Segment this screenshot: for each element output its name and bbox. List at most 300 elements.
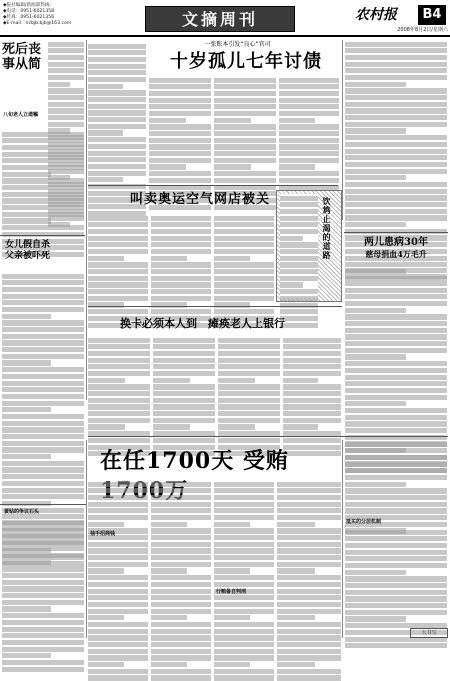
text-line (88, 269, 148, 274)
text-line (277, 589, 341, 594)
text-line (2, 546, 84, 551)
text-line (88, 609, 148, 614)
text-line (283, 371, 341, 376)
text-line (153, 411, 215, 416)
text-line (345, 550, 447, 555)
text-line (279, 91, 339, 96)
text-line (2, 526, 84, 531)
text-line (283, 391, 341, 396)
text-line (2, 314, 51, 319)
text-line (279, 144, 339, 149)
text-line (345, 563, 447, 568)
text-line (214, 522, 250, 527)
text-line (283, 351, 341, 356)
text-line (88, 411, 150, 416)
text-line (151, 495, 211, 500)
text-line (88, 649, 148, 654)
text-line (214, 118, 251, 123)
rule (0, 504, 86, 505)
text-line (48, 95, 84, 100)
text-line (88, 164, 146, 169)
text-line (88, 522, 124, 527)
text-line (2, 401, 84, 406)
text-line (345, 215, 447, 220)
text-line (88, 555, 148, 560)
text-line (345, 576, 447, 581)
text-line (345, 341, 447, 346)
text-line (279, 151, 339, 156)
text-line (88, 90, 146, 95)
text-line (345, 475, 447, 480)
text-line (214, 542, 274, 547)
text-line (280, 256, 318, 261)
text-line (2, 360, 51, 365)
text-line (2, 145, 84, 150)
text-line (153, 344, 215, 349)
text-line (214, 309, 274, 314)
column-rule (86, 40, 87, 400)
text-line (151, 269, 211, 274)
text-line (151, 582, 211, 587)
text-line (345, 583, 447, 588)
text-line (151, 236, 211, 241)
air-body-col3 (214, 214, 274, 304)
text-line (214, 535, 274, 540)
text-line (279, 104, 339, 109)
text-line (2, 586, 84, 591)
text-line (277, 622, 341, 627)
text-line (2, 434, 84, 439)
text-line (280, 296, 318, 301)
text-line (214, 629, 274, 634)
text-line (2, 334, 84, 339)
text-line (279, 178, 339, 183)
text-line (88, 418, 150, 423)
text-line (151, 535, 211, 540)
text-line (345, 468, 447, 473)
text-line (279, 124, 339, 129)
text-line (88, 282, 148, 287)
text-line (279, 111, 339, 116)
text-line (88, 296, 148, 301)
text-line (2, 640, 84, 645)
text-line (48, 102, 84, 107)
text-line (2, 627, 84, 632)
text-line (88, 177, 123, 182)
text-line (345, 202, 447, 207)
text-line (277, 669, 341, 674)
text-line (279, 78, 339, 83)
text-line (345, 556, 447, 561)
text-line (2, 481, 84, 486)
text-line (214, 236, 274, 241)
text-line (48, 122, 84, 127)
text-line (88, 488, 148, 493)
text-line (280, 309, 318, 314)
text-line (88, 344, 150, 349)
left-kicker: 八旬老人立遗嘱 (3, 112, 39, 118)
text-line (214, 282, 274, 287)
text-line (151, 575, 211, 580)
text-line (214, 164, 251, 169)
text-line (88, 242, 148, 247)
text-line (88, 622, 148, 627)
text-line (345, 375, 447, 380)
bottom-left-body (2, 518, 84, 638)
text-line (2, 407, 51, 412)
kidney-headline: 两儿患病30年 (364, 237, 428, 248)
text-line (151, 528, 211, 533)
text-line (345, 508, 447, 513)
text-line (153, 358, 215, 363)
text-line (345, 603, 447, 608)
text-line (2, 600, 84, 605)
text-line (153, 351, 215, 356)
text-line (283, 384, 341, 389)
text-line (151, 522, 187, 527)
text-line (214, 488, 274, 493)
zhang-kicker: 一张账本引发“良心”官司 (204, 41, 271, 48)
text-line (48, 55, 84, 60)
text-line (345, 82, 406, 87)
bank-body-col2 (153, 336, 215, 432)
text-line (88, 438, 150, 443)
text-line (280, 196, 318, 201)
text-line (345, 348, 447, 353)
text-line (283, 364, 341, 369)
section-title-banner (145, 6, 295, 32)
text-line (151, 242, 211, 247)
right-top-body (345, 40, 447, 230)
text-line (88, 151, 146, 156)
text-line (151, 542, 211, 547)
air-body-col2 (151, 214, 211, 304)
text-line (88, 508, 148, 513)
text-line (88, 629, 148, 634)
text-line (277, 488, 341, 493)
text-line (214, 249, 274, 254)
text-line (88, 391, 150, 396)
text-line (345, 62, 447, 67)
text-line (88, 338, 150, 343)
text-line (88, 171, 146, 176)
text-line (2, 441, 84, 446)
text-line (345, 455, 447, 460)
text-line (345, 334, 447, 339)
text-line (151, 649, 211, 654)
text-line (214, 568, 250, 573)
text-line (2, 553, 84, 558)
text-line (218, 384, 280, 389)
text-line (345, 68, 447, 73)
text-line (345, 122, 447, 127)
bottom-right-subhead: 抵买的分居机制 (346, 519, 382, 525)
text-line (214, 91, 276, 96)
contact-line: ◆电话：0951-6021358 (3, 9, 55, 14)
text-line (277, 662, 315, 667)
text-line (345, 314, 447, 319)
text-line (214, 256, 250, 261)
bottom-right-body (345, 528, 447, 626)
text-line (279, 84, 339, 89)
text-line (48, 75, 84, 80)
text-line (2, 158, 84, 163)
contact-line: ◆报社编辑/新闻部热线： (3, 3, 55, 8)
text-line (214, 171, 276, 176)
text-line (280, 282, 303, 287)
gamble-body-col4 (277, 480, 341, 636)
text-line (48, 108, 84, 113)
text-line (88, 50, 146, 55)
text-line (2, 340, 84, 345)
text-line (149, 111, 211, 116)
text-line (218, 424, 255, 429)
text-line (345, 195, 447, 200)
text-line (88, 64, 146, 69)
zhang-body-col4 (279, 76, 339, 182)
air-headline: 叫卖奥运空气网店被关 (129, 192, 270, 207)
text-line (88, 378, 125, 383)
text-line (153, 371, 215, 376)
text-line (345, 408, 447, 413)
text-line (151, 548, 211, 553)
text-line (214, 482, 274, 487)
text-line (88, 398, 150, 403)
text-line (214, 642, 274, 647)
text-line (88, 117, 146, 122)
text-line (88, 589, 148, 594)
text-line (2, 347, 84, 352)
text-line (218, 344, 280, 349)
text-line (153, 438, 215, 443)
text-line (345, 75, 447, 80)
text-line (279, 158, 339, 163)
text-line (214, 242, 274, 247)
footer-tag-box (410, 628, 448, 638)
kidney-headline-block (346, 236, 446, 264)
text-line (151, 508, 211, 513)
kidney-subhead: 慈母捐血4万毛升 (365, 249, 427, 259)
text-line (214, 555, 274, 560)
text-line (277, 568, 315, 573)
masthead-rule (0, 35, 450, 37)
text-line (345, 308, 406, 313)
text-line (214, 78, 276, 83)
text-line (2, 633, 84, 638)
text-line (2, 381, 84, 386)
text-line (345, 415, 447, 420)
text-line (151, 222, 211, 227)
text-line (214, 502, 274, 507)
text-line (283, 438, 341, 443)
text-line (2, 327, 84, 332)
text-line (345, 442, 447, 447)
text-line (277, 675, 341, 680)
text-line (214, 229, 274, 234)
text-line (345, 321, 447, 326)
text-line (283, 398, 341, 403)
text-line (2, 394, 84, 399)
text-line (277, 508, 341, 513)
text-line (345, 55, 447, 60)
text-line (88, 662, 124, 667)
text-line (151, 622, 211, 627)
text-line (345, 502, 447, 507)
text-line (218, 378, 255, 383)
text-line (151, 249, 211, 254)
text-line (280, 269, 318, 274)
text-line (218, 404, 280, 409)
text-line (214, 158, 276, 163)
text-line (151, 515, 211, 520)
text-line (345, 395, 447, 400)
zhang-body-col3 (214, 76, 276, 182)
bank-body-col3 (218, 336, 280, 432)
text-line (149, 164, 186, 169)
text-line (88, 582, 148, 587)
text-line (2, 620, 84, 625)
text-line (151, 229, 211, 234)
text-line (149, 171, 211, 176)
text-line (279, 171, 339, 176)
text-line (151, 555, 211, 560)
text-line (214, 575, 274, 580)
text-line (214, 662, 250, 667)
text-line (345, 536, 447, 541)
text-line (151, 256, 187, 261)
text-line (214, 615, 250, 620)
text-line (280, 209, 318, 214)
side-story-box (276, 190, 342, 302)
gamble-subhead-1: 抽手招商钱 (90, 531, 116, 537)
gamble-subhead-2: 行贿备自判刑 (216, 589, 247, 595)
text-line (345, 149, 447, 154)
text-line (151, 276, 211, 281)
text-line (277, 635, 341, 640)
text-line (214, 269, 274, 274)
text-line (283, 418, 341, 423)
text-line (153, 398, 215, 403)
text-line (214, 655, 274, 660)
text-line (48, 115, 84, 120)
date-line: 2008年8月2日/星期六 (397, 27, 448, 33)
text-line (151, 562, 211, 567)
text-line (280, 216, 318, 221)
text-line (214, 178, 276, 183)
text-line (283, 358, 341, 363)
text-line (277, 575, 341, 580)
text-line (2, 138, 84, 143)
text-line (88, 229, 148, 234)
text-line (88, 615, 124, 620)
text-line (88, 216, 148, 221)
text-line (345, 301, 447, 306)
text-line (280, 276, 318, 281)
text-line (218, 391, 280, 396)
text-line (88, 515, 148, 520)
left-headline: 死后丧事从简 (2, 42, 42, 72)
text-line (2, 421, 84, 426)
text-line (218, 364, 280, 369)
text-line (277, 629, 341, 634)
text-line (149, 138, 211, 143)
text-line (2, 152, 84, 157)
text-line (277, 602, 341, 607)
text-line (283, 378, 318, 383)
text-line (277, 528, 341, 533)
text-line (345, 209, 447, 214)
text-line (2, 533, 84, 538)
text-line (277, 615, 315, 620)
text-line (345, 95, 447, 100)
text-line (345, 142, 447, 147)
zhang-headline: 十岁孤儿七年讨债 (170, 51, 322, 72)
text-line (153, 391, 215, 396)
text-line (345, 428, 447, 433)
text-line (88, 562, 148, 567)
text-line (277, 555, 341, 560)
text-line (151, 602, 211, 607)
rule (88, 436, 448, 437)
text-line (151, 309, 211, 314)
text-line (345, 42, 447, 47)
text-line (345, 482, 406, 487)
text-line (345, 596, 447, 601)
text-line (345, 135, 447, 140)
text-line (88, 595, 148, 600)
text-line (88, 249, 148, 254)
text-line (345, 268, 447, 273)
text-line (153, 364, 215, 369)
text-line (2, 178, 84, 183)
text-line (2, 172, 51, 177)
left-body-2 (2, 130, 84, 230)
text-line (88, 548, 148, 553)
text-line (2, 566, 84, 571)
text-line (149, 118, 186, 123)
text-line (151, 282, 211, 287)
text-line (345, 354, 406, 359)
text-line (345, 643, 447, 648)
text-line (2, 274, 84, 279)
text-line (277, 482, 341, 487)
text-line (153, 404, 215, 409)
feet-headline: 父亲被吓死 (5, 251, 51, 261)
text-line (2, 447, 84, 452)
text-line (88, 137, 146, 142)
section-title: 文摘周刊 (181, 10, 258, 29)
rule (344, 232, 448, 233)
text-line (2, 540, 84, 545)
text-line (88, 262, 148, 267)
text-line (218, 438, 280, 443)
text-line (88, 669, 148, 674)
text-line (48, 88, 84, 93)
text-line (218, 398, 280, 403)
text-line (345, 381, 447, 386)
text-line (345, 155, 447, 160)
text-line (345, 288, 447, 293)
text-line (2, 667, 84, 672)
text-line (88, 144, 146, 149)
text-line (88, 358, 150, 363)
text-line (218, 371, 280, 376)
text-line (2, 198, 84, 203)
text-line (345, 368, 447, 373)
text-line (88, 309, 148, 314)
text-line (88, 424, 125, 429)
text-line (48, 62, 84, 67)
